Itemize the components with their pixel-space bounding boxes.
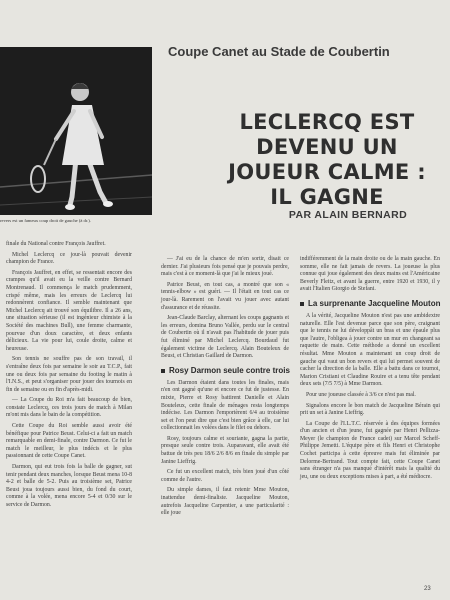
headline-line-2: DEVENU UN JOUEUR CALME : <box>228 135 426 184</box>
subheading <box>161 366 289 376</box>
paragraph: Son tennis ne souffre pas de son travail, il s'entraîne deux fois par semaine le soir au T.C.P., fait une ou deux fois par semaine du footing le matin à l'I.N.S., et peut s'organiser pour jouer des tournois en fin de semaine ou en fin d'après-midi. <box>6 356 132 393</box>
column-1 <box>6 241 132 513</box>
column-3 <box>300 256 440 484</box>
byline: PAR ALAIN BERNARD <box>288 209 408 221</box>
bullet-square-icon <box>300 302 304 306</box>
page-number: 23 <box>424 586 431 592</box>
column-2 <box>161 256 289 521</box>
paragraph: Rosy, toujours calme et souriante, gagna la partie, presque seule contre trois. Auparavant, elle avait été battue de très peu 18/6 2/6 8/6 en finale du simple par Janine Lieffrig. <box>161 435 289 465</box>
paragraph: Cette Coupe du Roi semble aussi avoir été bénéfique pour Patrice Beust. Celui-ci a fait un match remarquable en demi-finale, contre Darmon. Ce fut le match le meilleur, le plus indécis et le plus passionnant de cette Coupe Canet. <box>6 423 132 460</box>
paragraph: Ce fut un excellent match, très bien joué d'un côté comme de l'autre. <box>161 469 289 483</box>
article-headline <box>212 110 442 210</box>
paragraph: A la vérité, Jacqueline Mouton n'est pas une ambidextre naturelle. Elle l'est devenue parce que son père, craignant que le tennis ne lui développât un bras et une épaule plus que l'autre, l'obligea à jouer contre un mur en changeant sa raquette de main. Cette méthode a donné un excellent résultat. Mme Mouton a maintenant un coup droit de gauche qui vaut un bon revers et qui lui permet souvent de cacher la direction de la balle. Elle a battu dans ce tournoi, Marion Cristiani et Claudine Rouire et a tenu tête pendant deux sets (7/5 7/5) à Mme Darmon. <box>300 312 440 388</box>
paragraph: Jean-Claude Barclay, alternant les coups gagnants et les erreurs, domina Bruno Vallée, perdu sur le central de Coubertin où il n'avait pas l'habitude de jouer puis fut éliminé par Michel Leclercq. Bourdaud fut également victime de Leclercq. Alain Bouteleux de Beust, et Christian Gaillard de Darmon. <box>161 315 289 360</box>
subheading-text: Rosy Darmon seule contre trois <box>169 365 290 375</box>
paragraph: La Coupe de l'I.L.T.C. réservée à des équipes formées d'un ancien et d'un jeune, fut gagnée par Henri Pellizza-Meyer (le champion de France cadet) sur Marcel Scheff-Philippe Jemetti. L'équipe père et fils Henri et Christophe Cochet participa à cette épreuve mais fut éliminée par Delorme-Bertrand. Tout compte fait, cette Coupe Canet sans étranger n'a pas manqué d'intérêt mais la qualité du jeu, une ou deux exceptions mises à part, a été médiocre. <box>300 420 440 480</box>
paragraph: — J'ai eu de la chance de m'en sortir, disait ce dernier. J'ai plusieurs fois pensé que je pouvais perdre, mais c'est à ce moment-là que j'ai le mieux joué. <box>161 256 289 278</box>
headline-line-3: IL GAGNE <box>270 185 384 209</box>
paragraph: Du simple dames, il faut retenir Mme Mouton, inattendue demi-finaliste. Jacqueline Mouton, autrefois Jacqueline Carpentier, a une particularité : elle joue <box>161 487 289 517</box>
paragraph: François Jauffret, en effet, se ressentait encore des crampes qu'il avait eu la veille contre Bernard Montrenaud. Il commença le match prudemment, crispé même, mais les erreurs de Leclercq lui redonnèrent confiance. Il semble maintenant que Michel Leclercq ait trouvé son équilibre. Il a 26 ans, une situation sérieuse (il est ingénieur chimiste à la Société des machines Bull), une femme charmante, pourvue d'un doux caractère, et deux enfants délicieux. La vie pour lui, coule droite, calme et heureuse. <box>6 269 132 352</box>
paragraph: indifféremment de la main droite ou de la main gauche. En somme, elle ne fait jamais de revers. La joueuse la plus connue qui joue également des deux mains est l'Américaine Beverly Fleitz, et avant la guerre, entre 1920 et 1930, il y avait l'Italien Giorgio de Stefani. <box>300 256 440 293</box>
paragraph: — La Coupe du Roi m'a fait beaucoup de bien, constate Leclercq, ces trois jours de match à Milan m'ont mis dans le bain de la compétition. <box>6 397 132 419</box>
headline-line-1: LECLERCQ EST <box>239 110 415 134</box>
paragraph: finale du National contre François Jauffret. <box>6 241 106 247</box>
bullet-square-icon <box>161 369 165 373</box>
subheading <box>300 299 440 309</box>
paragraph: Michel Leclercq ce jour-là pouvait devenir champion de France. <box>6 251 132 266</box>
photo-caption: revers est un fameux coup droit de gauche (à dr.). <box>0 218 91 223</box>
paragraph: Signalons encore le bon match de Jacqueline Bérain qui prit un set à Janine Lieffrig. <box>300 402 440 417</box>
section-kicker: Coupe Canet au Stade de Coubertin <box>168 44 390 59</box>
paragraph: Pour une joueuse classée à 3/6 ce n'est pas mal. <box>306 391 416 398</box>
subheading-text: La surprenante Jacqueline Mouton <box>308 298 441 308</box>
paragraph: Les Darmon étaient dans toutes les finales, mais n'en ont gagné qu'une et encore ce fut de justesse. En mixte, Pierre et Rosy battirent Danielle et Alain Bouteleux, cette finale de ménages resta longtemps indécise. Les Darmon l'emportèrent 6/4 au troisième set et l'on peut dire que c'est bien grâce à elle, car lui collectionnait les volées dans le filet ou dehors. <box>161 379 289 432</box>
tennis-player-photo <box>0 47 152 215</box>
paragraph: Darmon, qui eut trois fois la balle de gagner, sut tenir pendant deux manches, lorsque Beust mena 10-8 4-2 et balle de 5-2. Puis au troisième set, Patrice Beust joua toujours aussi bien, du fond du court, comme à la volée, mena encore 5-4 et 0/30 sur le service de Darmon. <box>6 464 132 508</box>
paragraph: Patrice Beust, en tout cas, a montré que son « tennis-elbow » est guéri. — Il l'était en tout cas ce jour-là. Rarement on l'avait vu jouer avec autant d'assurance et de réussite. <box>161 281 289 311</box>
